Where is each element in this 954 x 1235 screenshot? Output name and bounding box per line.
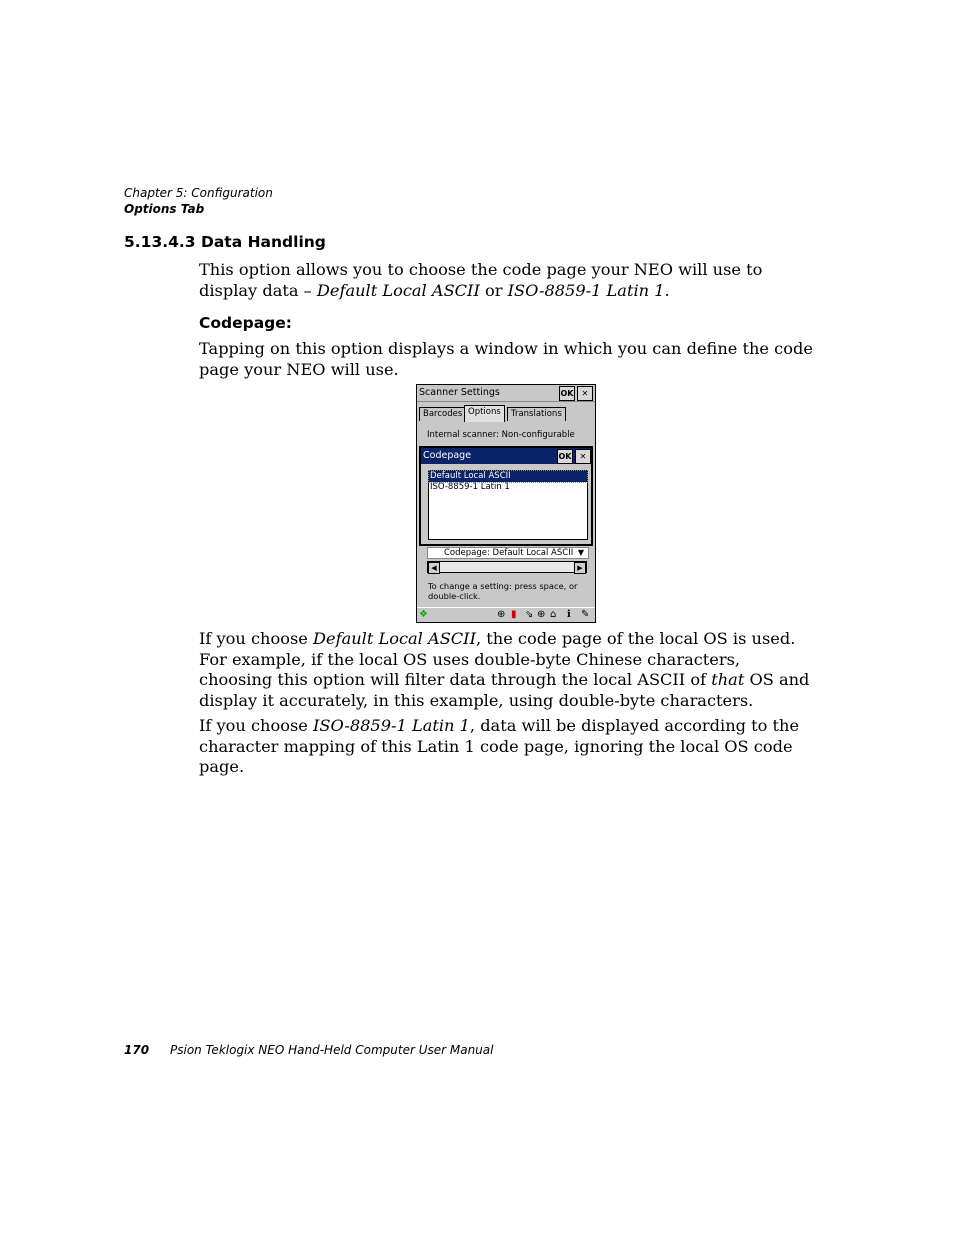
- scroll-right-icon[interactable]: ▶: [574, 562, 586, 574]
- scroll-left-icon[interactable]: ◀: [428, 562, 440, 574]
- internal-scanner-status: Internal scanner: Non-configurable: [427, 430, 575, 440]
- section-title: 5.13.4.3 Data Handling: [124, 233, 326, 251]
- dialog-title: Codepage: [423, 450, 472, 461]
- info-icon[interactable]: ℹ: [567, 609, 571, 620]
- latin1-paragraph: If you choose ISO-8859-1 Latin 1, data will be displayed according to the character mapping of this Latin 1 code page, ignoring the local OS code page.: [199, 716, 800, 776]
- manual-title: Psion Teklogix NEO Hand-Held Computer User Manual: [170, 1043, 494, 1057]
- codepage-setting-row[interactable]: Codepage: Default Local ASCII: [427, 547, 589, 559]
- page-footer: [124, 1043, 494, 1057]
- lock-icon[interactable]: ⌂: [550, 609, 557, 620]
- section-label: Options Tab: [124, 202, 205, 216]
- list-item[interactable]: ISO-8859-1 Latin 1: [430, 482, 510, 492]
- default-ascii-paragraph: If you choose Default Local ASCII, the code page of the local OS is used. For example, if the local OS uses double-byte Chinese characters, choosing this option will filter data through the local ASCII of that OS and display it accurately, in this example, using double-byte characters.: [199, 629, 810, 710]
- dialog-ok-button[interactable]: OK: [557, 449, 573, 464]
- chapter-label: Chapter 5: Configuration: [124, 186, 273, 200]
- input-icon[interactable]: ✎: [581, 609, 590, 620]
- window-title: Scanner Settings: [419, 387, 500, 398]
- keyboard-icon[interactable]: ⇘: [525, 609, 534, 620]
- scroll-down-icon[interactable]: ▼: [577, 548, 585, 557]
- tab-options[interactable]: Options: [464, 405, 505, 422]
- codepage-dialog: [419, 446, 593, 546]
- page-number: 170: [124, 1043, 150, 1057]
- tab-barcodes[interactable]: Barcodes: [419, 407, 466, 421]
- hint-text: To change a setting: press space, or double-click.: [428, 581, 578, 601]
- running-header: [124, 185, 273, 217]
- network-icon[interactable]: ⊕: [497, 609, 506, 620]
- codepage-listbox[interactable]: [428, 470, 588, 540]
- signal-icon[interactable]: ⊕: [537, 609, 546, 620]
- codepage-description: Tapping on this option displays a window in which you can define the code page your NEO will use.: [199, 339, 813, 379]
- horizontal-scrollbar[interactable]: [427, 561, 587, 573]
- list-item[interactable]: Default Local ASCII: [429, 471, 587, 482]
- ok-button[interactable]: OK: [559, 386, 575, 401]
- battery-icon[interactable]: ▮: [511, 609, 517, 620]
- taskbar: [417, 607, 595, 623]
- start-icon[interactable]: ❖: [419, 609, 428, 620]
- intro-paragraph: This option allows you to choose the code page your NEO will use to display data – Default Local ASCII or ISO-8859-1 Latin 1.: [199, 260, 763, 300]
- dialog-titlebar: [421, 448, 591, 464]
- window-titlebar: [417, 385, 595, 402]
- scanner-settings-screenshot: [416, 384, 596, 623]
- codepage-heading: Codepage:: [199, 314, 292, 332]
- dialog-close-icon[interactable]: ✕: [575, 449, 591, 464]
- close-icon[interactable]: ✕: [577, 386, 593, 401]
- tab-translations[interactable]: Translations: [507, 407, 566, 421]
